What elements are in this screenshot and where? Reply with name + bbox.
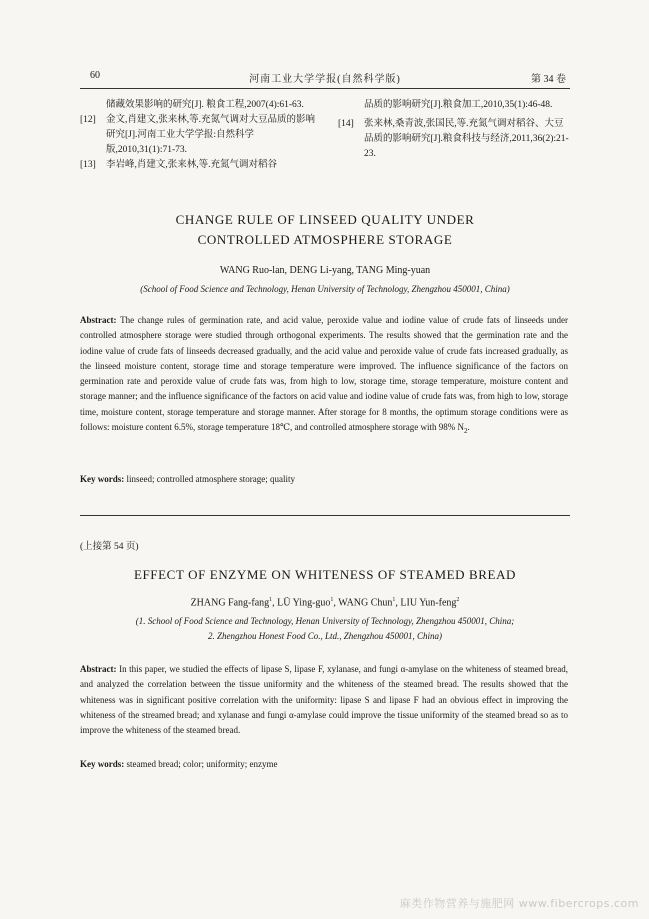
- reference-item: 储藏效果影响的研究[J]. 粮食工程,2007(4):61-63.: [106, 100, 304, 110]
- author: LIU Yun-feng: [400, 597, 457, 609]
- article2-keywords: Key words: steamed bread; color; uniformity; enzyme: [80, 759, 278, 769]
- watermark: 麻类作物营养与施肥网 www.fibercrops.com: [399, 897, 639, 910]
- reference-item: [14] 张来林,桑青波,张国民,等.充氮气调对稻谷、大豆品质的影响研究[J].粮食科技与经济,2011,36(2):21-23.: [338, 119, 569, 159]
- article1-authors: WANG Ruo-lan, DENG Li-yang, TANG Ming-yuan: [219, 265, 431, 276]
- reference-item: 品质的影响研究[J].粮食加工,2010,35(1):46-48.: [364, 100, 553, 110]
- article1-affiliation: (School of Food Science and Technology, Henan University of Technology, Zhengzhou 450001, China): [140, 284, 510, 294]
- references-right-column: [338, 98, 570, 162]
- abstract-label: Abstract:: [80, 315, 117, 325]
- article1-abstract: Abstract: The change rules of germination rate, and acid value, peroxide value and iodine value of crude fats of linseeds under controlled atmosphere storage were studied through orthogonal experiments. The results showed that the germination rate and the iodine value of crude fats of linseeds decreased gradually, and the acid value and peroxide value of crude fats increased gradually, as the linseed moisture content, storage time and storage temperature were improved. The influence significance of the factors on germination rate and peroxide value of crude fats was, from high to low, storage time, storage temperature, moisture content and storage manner; and the influence significance of the factors on acid value and iodine value of crude fats was, from high to low, storage time, moisture content, storage temperature and storage manner. After storage for 8 months, the optimum storage conditions were as follows: moisture content 6.5%, storage temperature 18℃, and controlled atmosphere storage with 98% $N_2$.: [80, 315, 568, 435]
- article2-title: EFFECT OF ENZYME ON WHITENESS OF STEAMED BREAD: [133, 567, 517, 582]
- author: ZHANG Fang-fang: [190, 597, 270, 609]
- section-divider: [80, 515, 570, 516]
- header-rule: [80, 88, 570, 89]
- reference-item: [13] 李岩峰,肖建文,张来林,等.充氮气调对稻谷: [80, 160, 278, 170]
- page-number: 60: [90, 70, 100, 81]
- abstract-label: Abstract:: [80, 664, 117, 674]
- article2-affiliation: (1. School of Food Science and Technology, Henan University of Technology, Zhengzhou 450001, China; 2. Zhengzhou Honest Food Co., Ltd., Zhengzhou 450001, China): [135, 616, 515, 641]
- article2-authors: ZHANG Fang-fang$^1$, LÜ Ying-guo$^1$, WANG Chun$^1$, LIU Yun-feng$^2$: [190, 597, 460, 609]
- volume-label: 第 34 卷: [531, 74, 566, 85]
- article1-title: CHANGE RULE OF LINSEED QUALITY UNDER CONTROLLED ATMOSPHERE STORAGE: [175, 212, 475, 247]
- article1-keywords: Key words: linseed; controlled atmosphere storage; quality: [80, 474, 295, 484]
- author: WANG Chun: [338, 597, 393, 609]
- references-left-column: [80, 98, 320, 173]
- article2-abstract: Abstract: In this paper, we studied the effects of lipase S, lipase F, xylanase, and fungi α-amylase on the whiteness of steamed bread, and analyzed the correlation between the tissue uniformity and the whiteness of the steamed bread. The results showed that the whiteness was in significant positive correlation with the uniformity: lipase S and lipase F had an obvious effect in improving the whiteness of the streamed bread; and xylanase and fungi α-amylase could improve the tissue uniformity of the steamed bread so as to improve the whiteness of the steamed bread.: [80, 664, 569, 736]
- continued-note: (上接第 54 页): [80, 542, 139, 552]
- author: LÜ Ying-guo: [277, 597, 331, 609]
- journal-title: 河南工业大学学报(自然科学版): [249, 74, 401, 85]
- reference-item: [12] 金文,肖建文,张来林,等.充氮气调对大豆品质的影响研究[J].河南工业大学学报:自然科学版,2010,31(1):71-73.: [80, 115, 316, 155]
- running-header: [78, 70, 572, 86]
